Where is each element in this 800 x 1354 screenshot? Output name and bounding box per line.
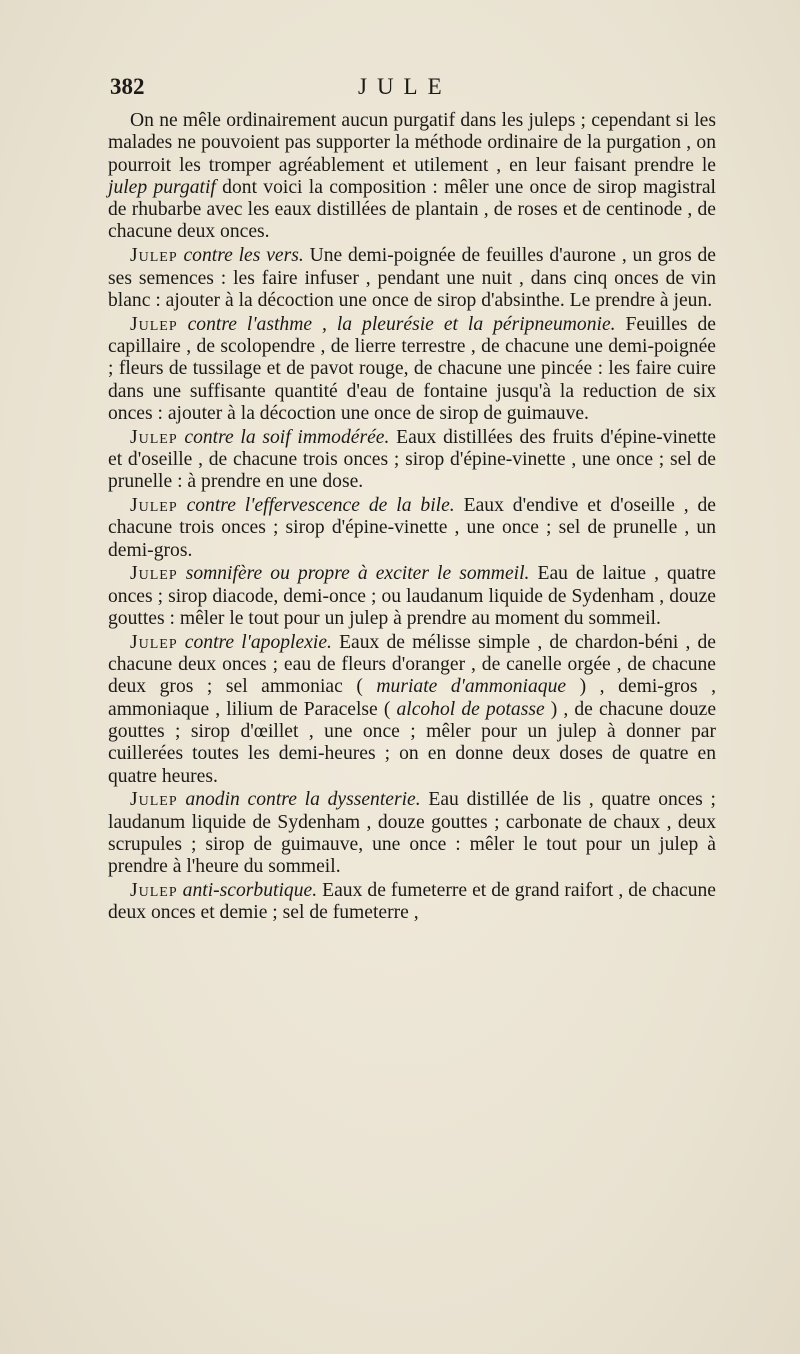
entry-subject: anti-scorbutique. [182, 880, 318, 902]
entry-subject: contre la soif immodérée. [184, 426, 390, 448]
body-text [108, 110, 716, 926]
paragraph-text: Eaux distillées des fruits d'épine-vinette et d'oseille , de chacune trois onces ; sirop d'épine-vinette , une once ; sel de prunelle : à prendre en une dose. [108, 426, 716, 493]
paragraph-intro [108, 110, 716, 244]
italic-term: julep purgatif [108, 176, 216, 198]
paragraph-text: Eau distillée de lis , quatre onces ; laudanum liquide de Sydenham , douze gouttes ; carbonate de chaux , deux scrupules ; sirop de guimauve, une once : mêler le tout pour un julep à prendre à l'heure du sommeil. [108, 789, 716, 878]
paragraph-text: Eaux d'endive et d'oseille , de chacune trois onces ; sirop d'épine-vinette , une once ; sel de prunelle , un demi-gros. [108, 495, 716, 561]
entry-subject: contre l'asthme , la pleurésie et la péripneumonie. [187, 313, 616, 335]
paragraph-julep-asthme [108, 314, 716, 425]
paragraph-text: dont voici la composition : mêler une once de sirop magistral de rhubarbe avec les eaux distillées de plantain , de roses et de centinode , de chacune deux onces. [108, 176, 716, 243]
paragraph-julep-bile [108, 495, 716, 562]
paragraph-text: Eau de laitue , quatre onces ; sirop diacode, demi-once ; ou laudanum liquide de Sydenham , douze gouttes : mêler le tout pour un julep à prendre au moment du sommeil. [108, 563, 716, 630]
paragraph-text: Eaux de fumeterre et de grand raifort , de chacune deux onces et demie ; sel de fumeterre , [108, 880, 716, 924]
entry-lead: Julep [130, 631, 178, 653]
page-header [110, 74, 710, 106]
paragraph-text: Une demi-poignée de feuilles d'aurone , un gros de ses semences : les faire infuser , pendant une nuit , dans cinq onces de vin blanc : ajouter à la décoction une once de sirop d'absinthe. Le prendre à jeun. [108, 245, 716, 311]
entry-subject: contre les vers. [183, 245, 304, 267]
paragraph-julep-soif [108, 427, 716, 494]
entry-lead: Julep [130, 313, 178, 335]
paragraph-julep-apoplexie [108, 632, 716, 788]
page-number: 382 [110, 74, 145, 99]
paragraph-julep-somnifere [108, 563, 716, 630]
paragraph-text: Eaux de mélisse simple , de chardon-béni , de chacune deux onces ; eau de fleurs d'oranger , de canelle orgée , de chacune deux gros ; sel ammoniac ( [108, 631, 716, 698]
paragraph-text: ) , de chacune douze gouttes ; sirop d'œillet , une once ; mêler pour un julep à donner par cuillerées toutes les demi-heures ; on en donne deux doses de quatre en quatre heures. [108, 698, 717, 787]
entry-lead: Julep [130, 426, 178, 448]
paragraph-text: Feuilles de capillaire , de scolopendre , de lierre terrestre , de chacune une demi-poignée ; fleurs de tussilage et de pavot rouge, de chacune une pincée : les faire cuire dans une suffisante quantité d'eau de fontaine jusqu'à la reduction de six onces : ajouter à la décoction une once de sirop de guimauve. [108, 313, 716, 424]
entry-lead: Julep [130, 495, 178, 517]
entry-lead: Julep [130, 880, 178, 902]
italic-term: muriate d'ammoniaque [376, 676, 567, 698]
entry-subject: anodin contre la dyssenterie. [185, 789, 421, 811]
paragraph-julep-antiscorbutique [108, 880, 716, 925]
paragraph-julep-dyssenterie [108, 789, 716, 878]
paragraph-julep-vers [108, 245, 716, 312]
italic-term: alcohol de potasse [396, 698, 545, 720]
entry-subject: contre l'apoplexie. [184, 631, 332, 653]
running-head: JULE [358, 74, 452, 99]
entry-lead: Julep [130, 563, 178, 585]
entry-lead: Julep [130, 789, 178, 811]
entry-lead: Julep [130, 245, 178, 267]
entry-subject: contre l'effervescence de la bile. [186, 495, 455, 517]
paragraph-text: ) , demi-gros , ammoniaque , lilium de Paracelse ( [108, 676, 716, 720]
paragraph-text: On ne mêle ordinairement aucun purgatif dans les juleps ; cependant si les malades ne pouvoient pas supporter la méthode ordinaire de la purgation , on pourroit les tromper agréablement et utilement , en leur faisant prendre le [108, 110, 716, 176]
entry-subject: somnifère ou propre à exciter le sommeil. [185, 563, 530, 585]
